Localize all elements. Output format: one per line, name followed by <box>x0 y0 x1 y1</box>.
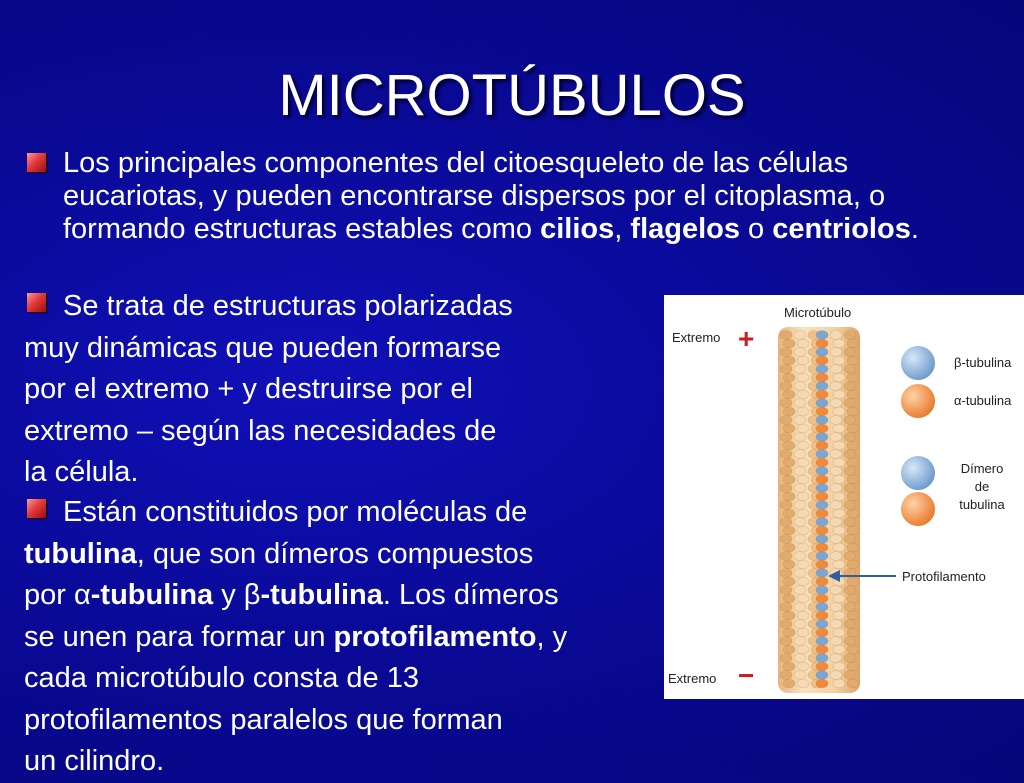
bullet3-text-d: . Los dímeros <box>382 579 559 611</box>
microtubule-bead <box>847 645 859 654</box>
microtubule-bead <box>797 560 809 569</box>
microtubule-bead <box>844 620 856 629</box>
protofilament-tubulin-bead <box>816 441 828 450</box>
protofilament-tubulin-bead <box>816 594 828 603</box>
microtubule-bead <box>780 620 792 629</box>
microtubule-bead <box>833 526 845 535</box>
microtubule-bead <box>833 458 845 467</box>
minus-sign: − <box>738 660 755 691</box>
microtubule-bead <box>847 662 859 671</box>
microtubule-bead <box>794 603 806 612</box>
microtubule-bead <box>783 679 795 688</box>
microtubule-bead <box>783 645 795 654</box>
microtubule-bead <box>783 526 795 535</box>
microtubule-bead <box>783 560 795 569</box>
bullet3-line-7: protofilamentos paralelos que forman <box>24 703 503 736</box>
microtubule-bead <box>844 467 856 476</box>
protofilament-tubulin-bead <box>816 637 828 646</box>
microtubule-bead <box>780 331 792 340</box>
microtubule-bead <box>830 348 842 357</box>
bullet-text-2 <box>24 286 664 494</box>
protofilament-tubulin-bead <box>816 467 828 476</box>
alpha-symbol: α <box>73 579 91 611</box>
bullet3-bold-alpha-tubulina: -tubulina <box>90 579 214 611</box>
bullet3-line-6: cada microtúbulo consta de 13 <box>24 662 419 694</box>
label-dimero-1: Dímero <box>960 461 1004 476</box>
beta-tubulin-sphere <box>901 346 935 380</box>
microtubule-bead <box>794 467 806 476</box>
microtubule-bead <box>794 518 806 527</box>
bullet2-line-5: la célula. <box>24 456 139 488</box>
microtubule-bead <box>783 577 795 586</box>
microtubule-bead <box>847 475 859 484</box>
microtubule-bead <box>783 441 795 450</box>
microtubule-bead <box>780 518 792 527</box>
protofilament-tubulin-bead <box>816 518 828 527</box>
microtubule-bead <box>830 365 842 374</box>
microtubule-bead <box>780 671 792 680</box>
protofilament-tubulin-bead <box>816 356 828 365</box>
microtubule-bead <box>844 603 856 612</box>
microtubule-bead <box>833 628 845 637</box>
microtubule-bead <box>794 348 806 357</box>
microtubule-bead <box>844 552 856 561</box>
microtubule-bead <box>794 620 806 629</box>
microtubule-bead <box>794 331 806 340</box>
protofilament-tubulin-bead <box>816 569 828 578</box>
microtubule-bead <box>783 543 795 552</box>
protofilament-tubulin-bead <box>816 373 828 382</box>
microtubule-bead <box>780 569 792 578</box>
microtubule-bead <box>794 450 806 459</box>
microtubule-bead <box>797 645 809 654</box>
microtubule-bead <box>797 628 809 637</box>
microtubule-bead <box>783 594 795 603</box>
bullet1-bold-cilios: cilios <box>540 213 615 245</box>
bullet-text-3 <box>24 492 684 783</box>
protofilament-tubulin-bead <box>816 679 828 688</box>
bullet1-text-a: Los principales componentes del citoesqueleto de las células eucariotas, y pueden encontrarse dispersos por el citoplasma, o formando estructuras estables como <box>63 147 886 245</box>
protofilament-tubulin-bead <box>816 552 828 561</box>
protofilament-tubulin-bead <box>816 475 828 484</box>
microtubule-bead <box>780 382 792 391</box>
protofilament-tubulin-bead <box>816 501 828 510</box>
microtubule-bead <box>847 543 859 552</box>
microtubule-bead <box>847 458 859 467</box>
microtubule-bead <box>830 484 842 493</box>
microtubule-bead <box>847 356 859 365</box>
microtubule-bead <box>833 543 845 552</box>
microtubule-bead <box>780 535 792 544</box>
bullet1-bold-flagelos: flagelos <box>630 213 740 245</box>
microtubule-bead <box>833 441 845 450</box>
microtubule-bead <box>847 560 859 569</box>
microtubule-bead <box>797 611 809 620</box>
microtubule-bead <box>830 467 842 476</box>
microtubule-bead <box>780 433 792 442</box>
microtubule-bead <box>830 535 842 544</box>
microtubule-bead <box>794 552 806 561</box>
microtubule-bead <box>830 620 842 629</box>
microtubule-bead <box>833 611 845 620</box>
bullet2-line-2: muy dinámicas que pueden formarse <box>24 331 502 364</box>
microtubule-bead <box>833 424 845 433</box>
microtubule-bead <box>783 424 795 433</box>
microtubule-bead <box>780 399 792 408</box>
protofilament-tubulin-bead <box>816 390 828 399</box>
microtubule-bead <box>783 390 795 399</box>
protofilament-tubulin-bead <box>816 577 828 586</box>
microtubule-bead <box>797 407 809 416</box>
plus-sign: + <box>738 323 755 354</box>
protofilament-tubulin-bead <box>816 586 828 595</box>
microtubule-bead <box>780 484 792 493</box>
microtubule-bead <box>844 586 856 595</box>
microtubule-bead <box>780 467 792 476</box>
protofilament-tubulin-bead <box>816 458 828 467</box>
microtubule-bead <box>830 518 842 527</box>
label-extremo-plus: Extremo <box>672 330 721 345</box>
microtubule-bead <box>847 509 859 518</box>
label-dimero-3: tubulina <box>959 497 1005 512</box>
microtubule-bead <box>830 637 842 646</box>
microtubule-bead <box>783 407 795 416</box>
microtubule-bead <box>830 603 842 612</box>
microtubule-bead <box>847 526 859 535</box>
protofilament-tubulin-bead <box>816 654 828 663</box>
microtubule-bead <box>844 348 856 357</box>
protofilament-tubulin-bead <box>816 543 828 552</box>
microtubule-bead <box>844 416 856 425</box>
microtubule-bead <box>833 339 845 348</box>
microtubule-cylinder <box>778 327 860 693</box>
microtubule-bead <box>797 441 809 450</box>
microtubule-bead <box>797 509 809 518</box>
protofilament-tubulin-bead <box>816 662 828 671</box>
protofilament-tubulin-bead <box>816 416 828 425</box>
bullet3-line-8: un cilindro. <box>24 745 165 777</box>
microtubule-bead <box>797 543 809 552</box>
protofilament-tubulin-bead <box>816 433 828 442</box>
microtubule-bead <box>833 407 845 416</box>
microtubule-bead <box>844 637 856 646</box>
microtubule-bead <box>794 569 806 578</box>
microtubule-bead <box>794 586 806 595</box>
microtubule-bead <box>794 637 806 646</box>
protofilament-tubulin-bead <box>816 628 828 637</box>
protofilament-tubulin-bead <box>816 365 828 374</box>
microtubule-bead <box>780 450 792 459</box>
protofilament-tubulin-bead <box>816 492 828 501</box>
microtubule-bead <box>797 492 809 501</box>
microtubule-figure <box>664 295 1024 699</box>
microtubule-bead <box>830 501 842 510</box>
microtubule-bead <box>830 382 842 391</box>
bullet3-bold-protofilamento: protofilamento <box>333 620 537 653</box>
microtubule-bead <box>780 552 792 561</box>
protofilament-tubulin-bead <box>816 399 828 408</box>
microtubule-bead <box>844 671 856 680</box>
microtubule-bead <box>794 365 806 374</box>
bullet3-bold-beta-tubulina: -tubulina <box>260 579 383 611</box>
microtubule-bead <box>847 339 859 348</box>
microtubule-bead <box>783 662 795 671</box>
microtubule-bead <box>830 416 842 425</box>
bullet3-bold-tubulina: tubulina <box>24 537 137 570</box>
microtubule-bead <box>780 365 792 374</box>
protofilament-tubulin-bead <box>816 331 828 340</box>
protofilament-tubulin-bead <box>816 535 828 544</box>
microtubule-bead <box>847 492 859 501</box>
microtubule-bead <box>847 577 859 586</box>
bullet1-text-d: . <box>910 213 919 245</box>
protofilament-tubulin-bead <box>816 484 828 493</box>
microtubule-bead <box>783 492 795 501</box>
microtubule-bead <box>833 679 845 688</box>
microtubule-bead <box>830 331 842 340</box>
microtubule-bead <box>794 501 806 510</box>
microtubule-bead <box>780 654 792 663</box>
microtubule-bead <box>797 679 809 688</box>
bullet2-line-4: extremo – según las necesidades de <box>24 414 497 447</box>
microtubule-bead <box>783 458 795 467</box>
microtubule-bead <box>833 390 845 399</box>
beta-symbol: β <box>243 579 261 611</box>
microtubule-bead <box>794 433 806 442</box>
protofilament-tubulin-bead <box>816 603 828 612</box>
microtubule-bead <box>794 535 806 544</box>
bullet3-text-b: por <box>24 579 74 611</box>
microtubule-bead <box>833 492 845 501</box>
microtubule-bead <box>833 645 845 654</box>
protofilament-tubulin-bead <box>816 348 828 357</box>
microtubule-bead <box>844 433 856 442</box>
label-microtubulo: Microtúbulo <box>784 305 852 320</box>
microtubule-bead <box>780 348 792 357</box>
microtubule-bead <box>797 390 809 399</box>
microtubule-bead <box>844 382 856 391</box>
label-protofilamento: Protofilamento <box>902 569 986 584</box>
microtubule-bead <box>833 662 845 671</box>
microtubule-bead <box>833 594 845 603</box>
protofilament-tubulin-bead <box>816 620 828 629</box>
microtubule-bead <box>797 424 809 433</box>
bullet1-text-b: , <box>614 213 631 245</box>
bullet-marker-1 <box>27 153 46 172</box>
microtubule-bead <box>797 458 809 467</box>
microtubule-bead <box>844 450 856 459</box>
microtubule-bead <box>794 416 806 425</box>
protofilament-tubulin-bead <box>816 560 828 569</box>
microtubule-bead <box>780 586 792 595</box>
microtubule-bead <box>833 373 845 382</box>
protofilament-tubulin-bead <box>816 671 828 680</box>
bullet3-text-f: , y <box>536 620 568 653</box>
microtubule-bead <box>794 382 806 391</box>
microtubule-bead <box>844 518 856 527</box>
microtubule-bead <box>833 560 845 569</box>
microtubule-bead <box>780 603 792 612</box>
microtubule-bead <box>847 628 859 637</box>
microtubule-bead <box>847 594 859 603</box>
bullet3-text-e: se unen para formar un <box>24 620 334 653</box>
alpha-tubulin-sphere <box>901 384 935 418</box>
dimer-alpha-sphere <box>901 492 935 526</box>
microtubule-bead <box>794 654 806 663</box>
microtubule-bead <box>847 390 859 399</box>
microtubule-bead <box>830 586 842 595</box>
microtubule-bead <box>847 407 859 416</box>
microtubule-bead <box>847 424 859 433</box>
microtubule-bead <box>780 637 792 646</box>
bullet1-text-c: o <box>740 213 773 245</box>
microtubule-bead <box>780 416 792 425</box>
label-dimero-2: de <box>974 479 990 494</box>
microtubule-bead <box>844 654 856 663</box>
microtubule-bead <box>844 399 856 408</box>
microtubule-bead <box>797 594 809 603</box>
microtubule-bead <box>830 671 842 680</box>
microtubule-bead <box>794 399 806 408</box>
bullet3-line-1: Están constituidos por moléculas de <box>63 496 528 528</box>
microtubule-bead <box>844 365 856 374</box>
microtubule-bead <box>830 399 842 408</box>
microtubule-bead <box>847 373 859 382</box>
microtubule-bead <box>794 484 806 493</box>
protofilament-tubulin-bead <box>816 611 828 620</box>
microtubule-bead <box>847 679 859 688</box>
microtubule-bead <box>844 535 856 544</box>
microtubule-bead <box>830 433 842 442</box>
microtubule-bead <box>797 339 809 348</box>
microtubule-bead <box>833 475 845 484</box>
protofilament-tubulin-bead <box>816 450 828 459</box>
label-beta-tubulina: β-tubulina <box>954 355 1012 370</box>
microtubule-bead <box>797 356 809 365</box>
microtubule-bead <box>830 450 842 459</box>
microtubule-bead <box>797 526 809 535</box>
microtubule-bead <box>783 475 795 484</box>
bullet3-line-4 <box>24 617 684 659</box>
microtubule-bead <box>844 331 856 340</box>
bullet3-line-2 <box>24 534 684 576</box>
microtubule-bead <box>783 373 795 382</box>
microtubule-bead <box>783 339 795 348</box>
bullet3-line-3 <box>24 575 684 617</box>
bullet2-line-3: por el extremo + y destruirse por el <box>24 373 473 405</box>
microtubule-bead <box>847 611 859 620</box>
microtubule-bead <box>797 475 809 484</box>
microtubule-bead <box>844 501 856 510</box>
microtubule-bead <box>783 628 795 637</box>
slide-title: MICROTÚBULOS <box>278 63 746 128</box>
protofilament-tubulin-bead <box>816 509 828 518</box>
microtubule-bead <box>797 373 809 382</box>
microtubule-bead <box>794 671 806 680</box>
microtubule-bead <box>847 441 859 450</box>
protofilament-tubulin-bead <box>816 424 828 433</box>
microtubule-bead <box>833 509 845 518</box>
microtubule-bead <box>783 356 795 365</box>
label-extremo-minus: Extremo <box>668 671 717 686</box>
label-alpha-tubulina: α-tubulina <box>954 393 1012 408</box>
protofilament-tubulin-bead <box>816 339 828 348</box>
bullet-text-1 <box>63 147 968 246</box>
microtubule-bead <box>830 654 842 663</box>
protofilament-tubulin-bead <box>816 382 828 391</box>
bullet2-line-1: Se trata de estructuras polarizadas <box>63 290 513 322</box>
protofilament-tubulin-bead <box>816 526 828 535</box>
microtubule-bead <box>780 501 792 510</box>
microtubule-bead <box>797 662 809 671</box>
microtubule-bead <box>844 484 856 493</box>
microtubule-bead <box>783 509 795 518</box>
microtubule-diagram <box>664 295 1024 699</box>
bullet3-text-a: , que son dímeros compuestos <box>136 537 534 570</box>
protofilament-tubulin-bead <box>816 645 828 654</box>
dimer-beta-sphere <box>901 456 935 490</box>
bullet3-text-c: y <box>213 579 244 611</box>
microtubule-bead <box>797 577 809 586</box>
microtubule-bead <box>833 356 845 365</box>
microtubule-bead <box>783 611 795 620</box>
protofilament-tubulin-bead <box>816 407 828 416</box>
bullet1-bold-centriolos: centriolos <box>772 213 911 245</box>
microtubule-bead <box>830 552 842 561</box>
